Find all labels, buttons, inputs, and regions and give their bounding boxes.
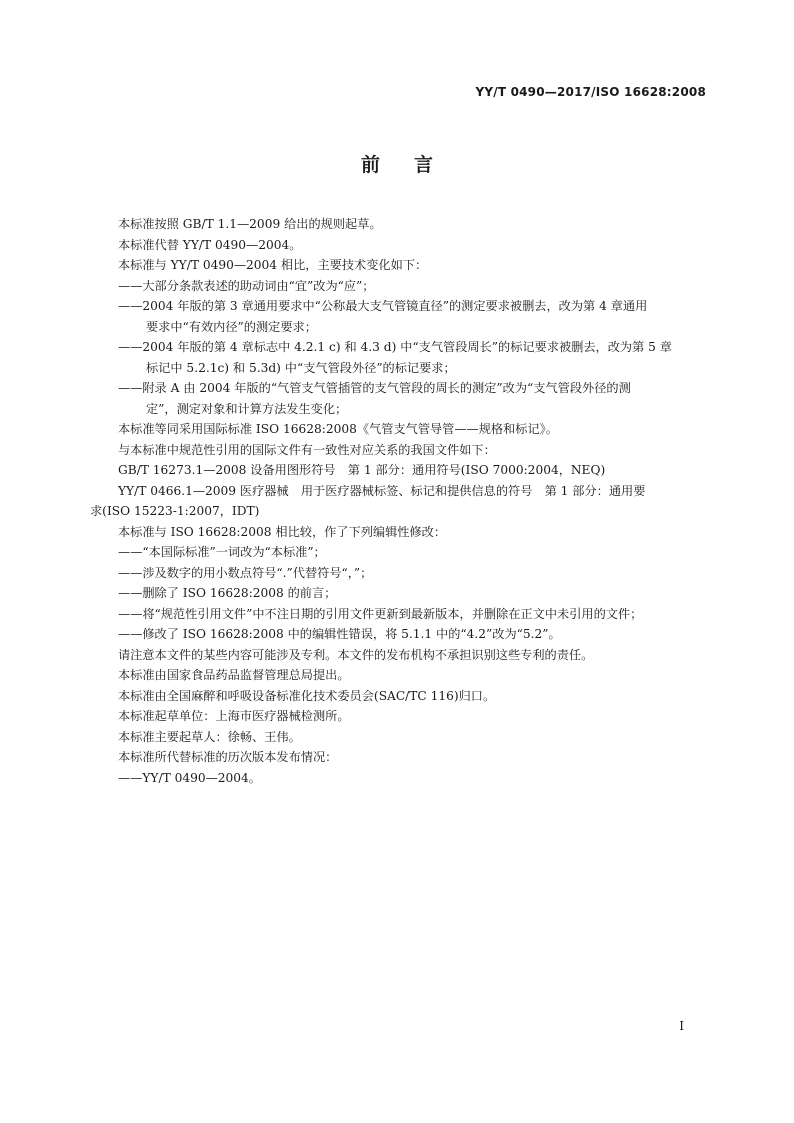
list-item-continuation: 定”，测定对象和计算方法发生变化； (146, 401, 348, 416)
paragraph-line: 与本标准中规范性引用的国际文件有一致性对应关系的我国文件如下： (118, 442, 496, 457)
page-number: I (679, 1019, 684, 1033)
reference-item: GB/T 16273.1—2008 设备用图形符号 第 1 部分：通用符号(ISO 7000:2004，NEQ) (118, 463, 606, 477)
paragraph-line: 请注意本文件的某些内容可能涉及专利。本文件的发布机构不承担识别这些专利的责任。 (118, 647, 594, 662)
paragraph-line: 本标准代替 YY/T 0490—2004。 (118, 237, 302, 252)
list-item: ——删除了 ISO 16628:2008 的前言； (118, 586, 337, 600)
list-item: ——涉及数字的用小数点符号“.”代替符号“，”； (118, 565, 373, 580)
paragraph-line: 本标准等同采用国际标准 ISO 16628:2008《气管支气管导管——规格和标记》。 (118, 422, 558, 436)
paragraph-line: 本标准由国家食品药品监督管理总局提出。 (118, 668, 350, 682)
list-item: ——将“规范性引用文件”中不注日期的引用文件更新到最新版本，并删除在正文中未引用的文件； (118, 606, 643, 621)
list-item: ——YY/T 0490—2004。 (118, 770, 261, 785)
list-item: ——修改了 ISO 16628:2008 中的编辑性错误，将 5.1.1 中的“4.2”改为“5.2”。 (118, 627, 561, 641)
list-item: ——附录 A 由 2004 年版的“气管支气管插管的支气管段的周长的测定”改为“支气管段外径的测 (118, 381, 631, 395)
paragraph-line: 本标准与 YY/T 0490—2004 相比，主要技术变化如下： (118, 258, 428, 272)
foreword-body (90, 214, 708, 788)
list-item: ——大部分条款表述的助动词由“宜”改为“应”； (118, 278, 375, 293)
list-item: ——“本国际标准”一词改为“本标准”； (118, 545, 326, 559)
paragraph-line: 本标准所代替标准的历次版本发布情况： (118, 750, 338, 764)
list-item: ——2004 年版的第 4 章标志中 4.2.1 c) 和 4.3 d) 中“支气管段周长”的标记要求被删去，改为第 5 章 (118, 340, 672, 354)
standard-number: YY/T 0490—2017/ISO 16628:2008 (475, 85, 706, 99)
reference-item-continuation: 求(ISO 15223-1:2007，IDT) (90, 504, 260, 518)
list-item-continuation: 要求中“有效内径”的测定要求； (146, 319, 317, 334)
paragraph-line: 本标准由全国麻醉和呼吸设备标准化技术委员会(SAC/TC 116)归口。 (118, 688, 496, 703)
reference-item: YY/T 0466.1—2009 医疗器械 用于医疗器械标签、标记和提供信息的符号 第 1 部分：通用要 (118, 483, 646, 498)
paragraph-line: 本标准与 ISO 16628:2008 相比较，作了下列编辑性修改： (118, 524, 447, 539)
page-title: 前言 (360, 154, 467, 176)
paragraph-line: 本标准起草单位：上海市医疗器械检测所。 (118, 709, 350, 723)
list-item: ——2004 年版的第 3 章通用要求中“公称最大支气管镜直径”的测定要求被删去，改为第 4 章通用 (118, 299, 648, 313)
list-item-continuation: 标记中 5.2.1c) 和 5.3d) 中“支气管段外径”的标记要求； (146, 360, 456, 375)
paragraph-line: 本标准主要起草人：徐畅、王伟。 (118, 729, 301, 744)
paragraph-line: 本标准按照 GB/T 1.1—2009 给出的规则起草。 (118, 217, 382, 231)
